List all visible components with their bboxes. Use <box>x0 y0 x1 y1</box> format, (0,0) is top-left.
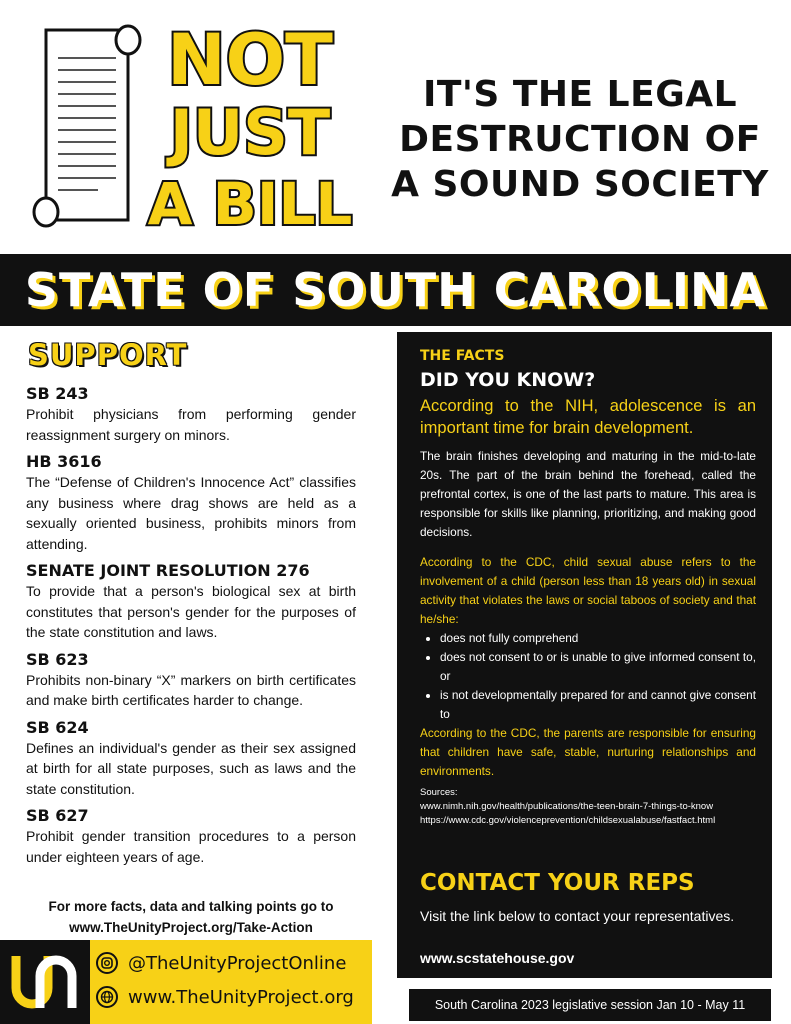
logo-word-1: NOT <box>167 19 333 101</box>
state-banner <box>0 254 791 326</box>
source-link[interactable]: www.nimh.nih.gov/health/publications/the-teen-brain-7-things-to-know <box>420 801 714 812</box>
bill-item <box>26 561 356 643</box>
bill-description: To provide that a person's biological sex at birth constitutes that person's gender for the purposes of the state constitution and laws. <box>26 583 356 640</box>
bill-description: Defines an individual's gender as their sex assigned at birth for all state purposes, such as laws and the state constitution. <box>26 739 356 797</box>
session-bar <box>409 989 771 1021</box>
more-info-text: For more facts, data and talking points go to <box>48 899 334 914</box>
support-heading: SUPPORT <box>28 338 188 372</box>
bill-item <box>26 806 356 867</box>
bill-code: HB 3616 <box>26 452 102 471</box>
nih-lead: According to the NIH, adolescence is an important time for brain development. <box>420 397 756 437</box>
website-link[interactable]: www.TheUnityProject.org <box>128 986 354 1008</box>
list-item: • does not consent to or is unable to give informed consent to, or <box>440 648 756 686</box>
bill-code: SB 624 <box>26 717 89 737</box>
instagram-row[interactable] <box>96 952 346 974</box>
session-text: South Carolina 2023 legislative session Jan 10 - May 11 <box>434 998 746 1012</box>
instagram-handle[interactable]: @TheUnityProjectOnline <box>128 952 347 974</box>
bill-code: SB 623 <box>26 649 89 669</box>
brain-development-text: The brain finishes developing and maturing in the mid-to-late 20s. The part of the brain behind the forehead, called the prefrontal cortex, is one of the last parts to mature. This area is responsible for skills like planning, prioritizing, and making good decisions. <box>420 449 756 539</box>
contact-heading: CONTACT YOUR REPS <box>420 870 695 896</box>
headline <box>390 72 770 207</box>
bill-list <box>26 384 356 874</box>
unity-project-logo <box>10 950 78 1014</box>
statehouse-link[interactable]: www.scstatehouse.gov <box>420 950 575 966</box>
sources-label: Sources: <box>420 787 458 798</box>
website-row[interactable] <box>96 986 354 1008</box>
facts-content <box>420 344 756 828</box>
logo-word-3: A BILL <box>147 170 353 234</box>
headline-line-1: IT'S THE LEGAL <box>422 74 738 115</box>
source-link[interactable]: https://www.cdc.gov/violenceprevention/childsexualabuse/fastfact.html <box>420 815 716 826</box>
banner-title: STATE OF SOUTH CAROLINA <box>24 263 767 317</box>
bill-code: SB 627 <box>26 806 89 825</box>
logo-word-2: JUST <box>169 96 331 169</box>
list-item: • is not developmentally prepared for and cannot give consent to <box>440 686 756 724</box>
headline-line-3: A SOUND SOCIETY <box>391 164 769 205</box>
bill-code: SB 243 <box>26 384 89 403</box>
not-just-a-bill-logo <box>130 14 370 234</box>
bill-code: SENATE JOINT RESOLUTION 276 <box>26 561 310 580</box>
bill-description: Prohibits non-binary “X” markers on birth certificates and make birth certificates harder to change. <box>26 671 356 708</box>
bill-description: Prohibit gender transition procedures to a person under eighteen years of age. <box>26 828 356 865</box>
bill-item <box>26 650 356 711</box>
instagram-icon <box>96 952 118 974</box>
contact-text: Visit the link below to contact your representatives. <box>420 908 735 924</box>
globe-icon <box>96 986 118 1008</box>
bill-description: The “Defense of Children's Innocence Act” classifies any business where drag shows are held as a sexually oriented business, prohibits minors from attending. <box>26 474 356 552</box>
more-info <box>26 896 356 938</box>
bill-item <box>26 384 356 445</box>
cdc-parents-text: According to the CDC, the parents are responsible for ensuring that children have safe, stable, nurturing relationships and environments. <box>420 726 756 778</box>
sources <box>420 786 756 828</box>
cdc-definition: According to the CDC, child sexual abuse refers to the involvement of a child (person less than 18 years old) in sexual activity that violates the laws or social taboos of society and that he/she: <box>420 555 756 626</box>
take-action-link[interactable]: www.TheUnityProject.org/Take-Action <box>69 920 313 935</box>
cdc-bullet-list <box>420 629 756 724</box>
facts-title: DID YOU KNOW? <box>420 369 596 391</box>
facts-label: THE FACTS <box>420 348 505 364</box>
headline-line-2: DESTRUCTION OF <box>399 119 761 160</box>
bill-item <box>26 452 356 554</box>
bill-item <box>26 718 356 800</box>
list-item: • does not fully comprehend <box>440 629 756 648</box>
bill-description: Prohibit physicians from performing gender reassignment surgery on minors. <box>26 406 356 443</box>
